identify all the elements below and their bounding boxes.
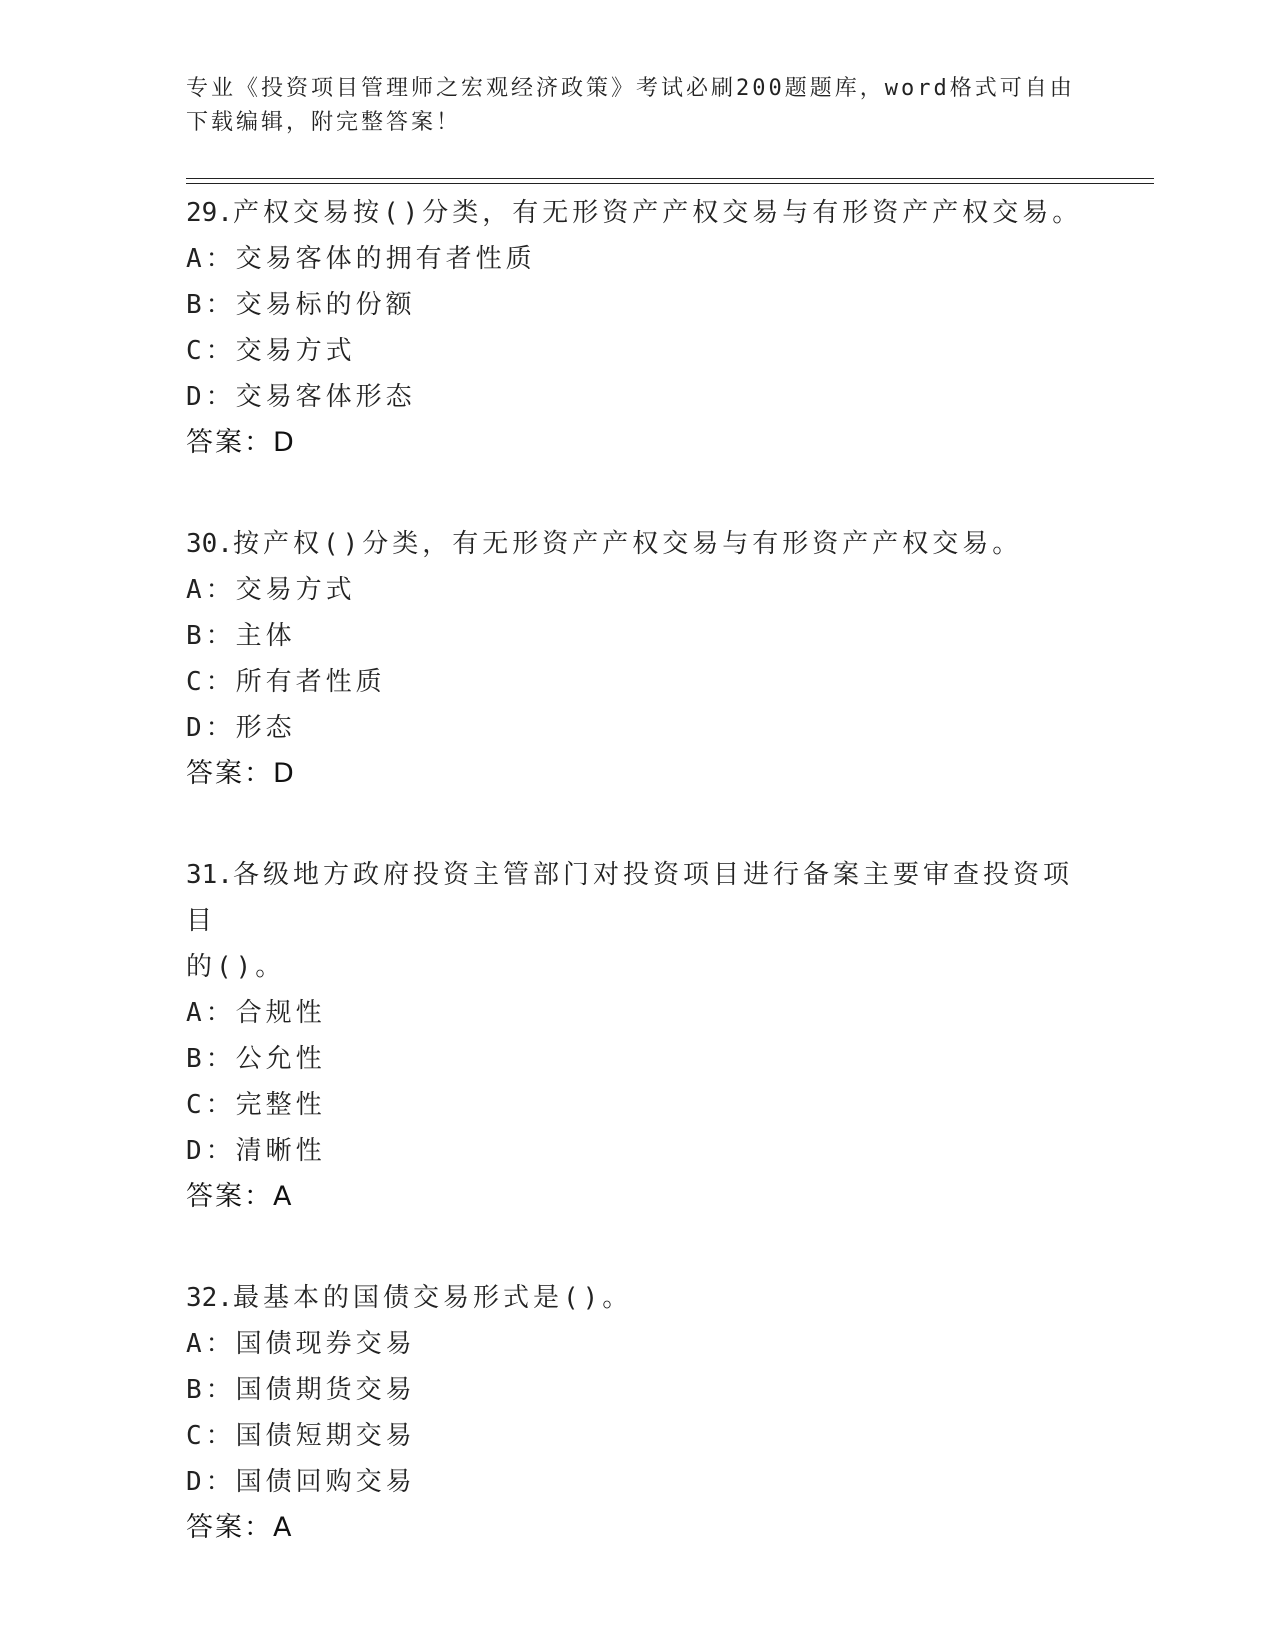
answer: 答案：A	[186, 1181, 294, 1212]
question-stem	[186, 1275, 1086, 1321]
question-text: 各级地方政府投资主管部门对投资项目进行备案主要审查投资项目	[186, 860, 1073, 936]
question-30	[186, 521, 1086, 797]
header-divider-bottom	[186, 183, 1154, 184]
header-line-2: 下载编辑，附完整答案！	[186, 110, 462, 135]
question-stem	[186, 521, 1086, 567]
option-a: A：交易客体的拥有者性质	[186, 244, 536, 274]
option-d: D：清晰性	[186, 1136, 326, 1166]
question-stem-continued: 的()。	[186, 952, 286, 982]
question-stem	[186, 852, 1086, 944]
option-b: B：交易标的份额	[186, 290, 416, 320]
header-divider-top	[186, 178, 1154, 179]
question-31	[186, 852, 1086, 1220]
option-a: A：合规性	[186, 998, 326, 1028]
option-b: B：国债期货交易	[186, 1375, 416, 1405]
option-d: D：国债回购交易	[186, 1467, 416, 1497]
question-list	[186, 190, 1086, 1606]
question-number: 30.	[186, 529, 233, 559]
option-c: C：交易方式	[186, 336, 356, 366]
option-a: A：交易方式	[186, 575, 356, 605]
answer: 答案：A	[186, 1512, 294, 1543]
answer: 答案：D	[186, 758, 296, 789]
question-number: 29.	[186, 198, 233, 228]
question-text: 按产权()分类，有无形资产产权交易与有形资产产权交易。	[232, 529, 1023, 559]
document-header	[186, 72, 1086, 140]
option-c: C：所有者性质	[186, 667, 386, 697]
option-c: C：完整性	[186, 1090, 326, 1120]
answer: 答案：D	[186, 427, 296, 458]
question-number: 31.	[186, 860, 233, 890]
question-32	[186, 1275, 1086, 1551]
question-stem	[186, 190, 1086, 236]
option-b: B：主体	[186, 621, 296, 651]
header-line-1: 专业《投资项目管理师之宏观经济政策》考试必刷200题题库，word格式可自由	[186, 76, 1075, 101]
question-text: 产权交易按()分类，有无形资产产权交易与有形资产产权交易。	[232, 198, 1083, 228]
option-b: B：公允性	[186, 1044, 326, 1074]
option-d: D：形态	[186, 713, 296, 743]
option-c: C：国债短期交易	[186, 1421, 416, 1451]
question-text: 最基本的国债交易形式是()。	[232, 1283, 633, 1313]
question-number: 32.	[186, 1283, 233, 1313]
option-d: D：交易客体形态	[186, 382, 416, 412]
option-a: A：国债现券交易	[186, 1329, 416, 1359]
question-29	[186, 190, 1086, 466]
